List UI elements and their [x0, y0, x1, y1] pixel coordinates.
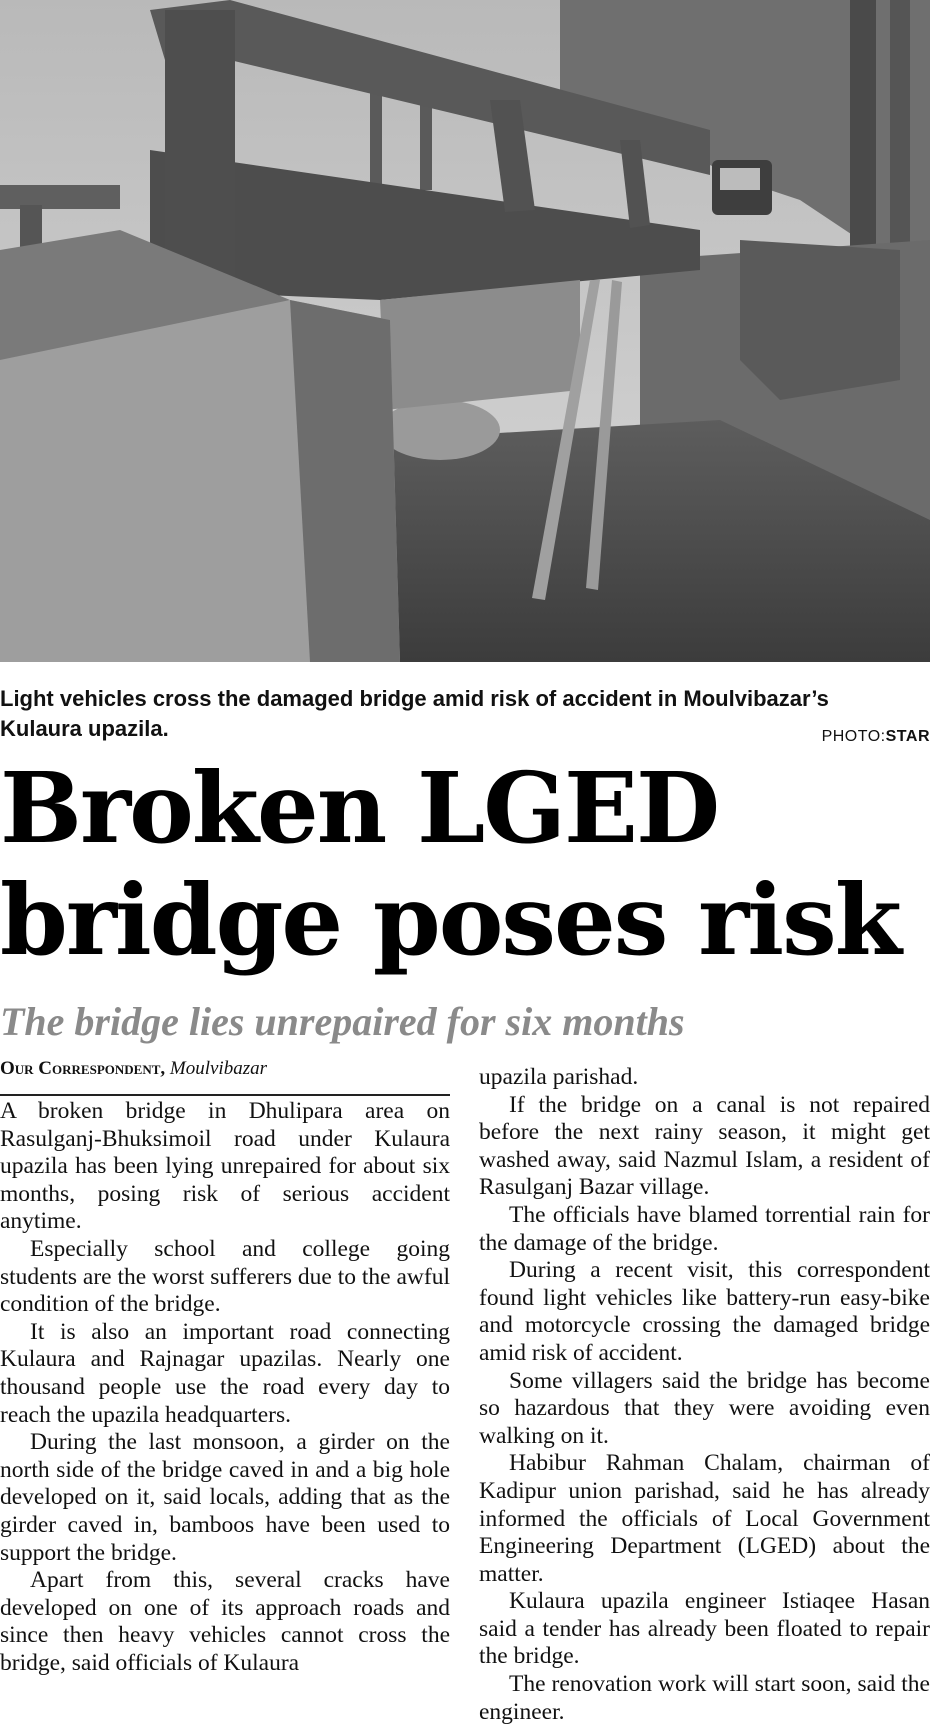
paragraph: upazila parishad. [479, 1064, 639, 1090]
paragraph: It is also an important road connecting Kulaura and Rajnagar upazilas. Nearly one thousand people use the road every day to reach the upazila headquarters. [0, 1318, 450, 1428]
headline-line-1: Broken LGED [0, 751, 719, 865]
byline-location: Moulvibazar [169, 1058, 267, 1079]
photo-credit [822, 728, 930, 746]
paragraph: Kulaura upazila engineer Istiaqee Hasan said a tender has already been floated to repair the bridge. [479, 1588, 930, 1670]
paragraph: Habibur Rahman Chalam, chairman of Kadipur union parishad, said he has already informed the officials of Local Government Engineering Department (LGED) about the matter. [479, 1450, 930, 1587]
headline-line-2: bridge poses risk [0, 863, 900, 977]
paragraph: A broken bridge in Dhulipara area on Rasulganj-Bhuksimoil road under Kulaura upazila has been lying unrepaired for about six months, posing risk of serious accident anytime. [0, 1098, 450, 1235]
paragraph: Some villagers said the bridge has become so hazardous that they were avoiding even walking on it. [479, 1367, 930, 1449]
byline-divider [0, 1094, 450, 1096]
paragraph: During a recent visit, this correspondent found light vehicles like battery-run easy-bike and motorcycle crossing the damaged bridge amid risk of accident. [479, 1257, 930, 1366]
photo-caption: Light vehicles cross the damaged bridge amid risk of accident in Moulvibazar’s Kulaura upazila. [0, 686, 829, 741]
subheadline: The bridge lies unrepaired for six months [0, 999, 685, 1044]
article-column-1 [0, 1098, 450, 1677]
paragraph: Especially school and college going students are the worst sufferers due to the awful condition of the bridge. [0, 1235, 450, 1318]
paragraph: Apart from this, several cracks have developed on one of its approach roads and since then heavy vehicles cannot cross the bridge, said officials of Kulaura [0, 1567, 450, 1676]
headline [0, 752, 930, 976]
bridge-photo-illustration [0, 0, 930, 662]
byline [0, 1058, 267, 1080]
byline-name: Our Correspondent, [0, 1058, 166, 1079]
photo-credit-prefix: PHOTO: [821, 728, 886, 745]
bridge-photo [0, 0, 930, 662]
article-column-2 [479, 1064, 930, 1726]
paragraph: The renovation work will start soon, said the engineer. [479, 1671, 930, 1725]
paragraph: During the last monsoon, a girder on the north side of the bridge caved in and a big hole developed on it, said locals, adding that as the girder caved in, bamboos have been used to support the bridge. [0, 1429, 450, 1566]
paragraph: If the bridge on a canal is not repaired before the next rainy season, it might get washed away, said Nazmul Islam, a resident of Rasulganj Bazar village. [479, 1091, 930, 1201]
photo-credit-source: STAR [885, 728, 930, 745]
paragraph: The officials have blamed torrential rain for the damage of the bridge. [479, 1201, 930, 1256]
